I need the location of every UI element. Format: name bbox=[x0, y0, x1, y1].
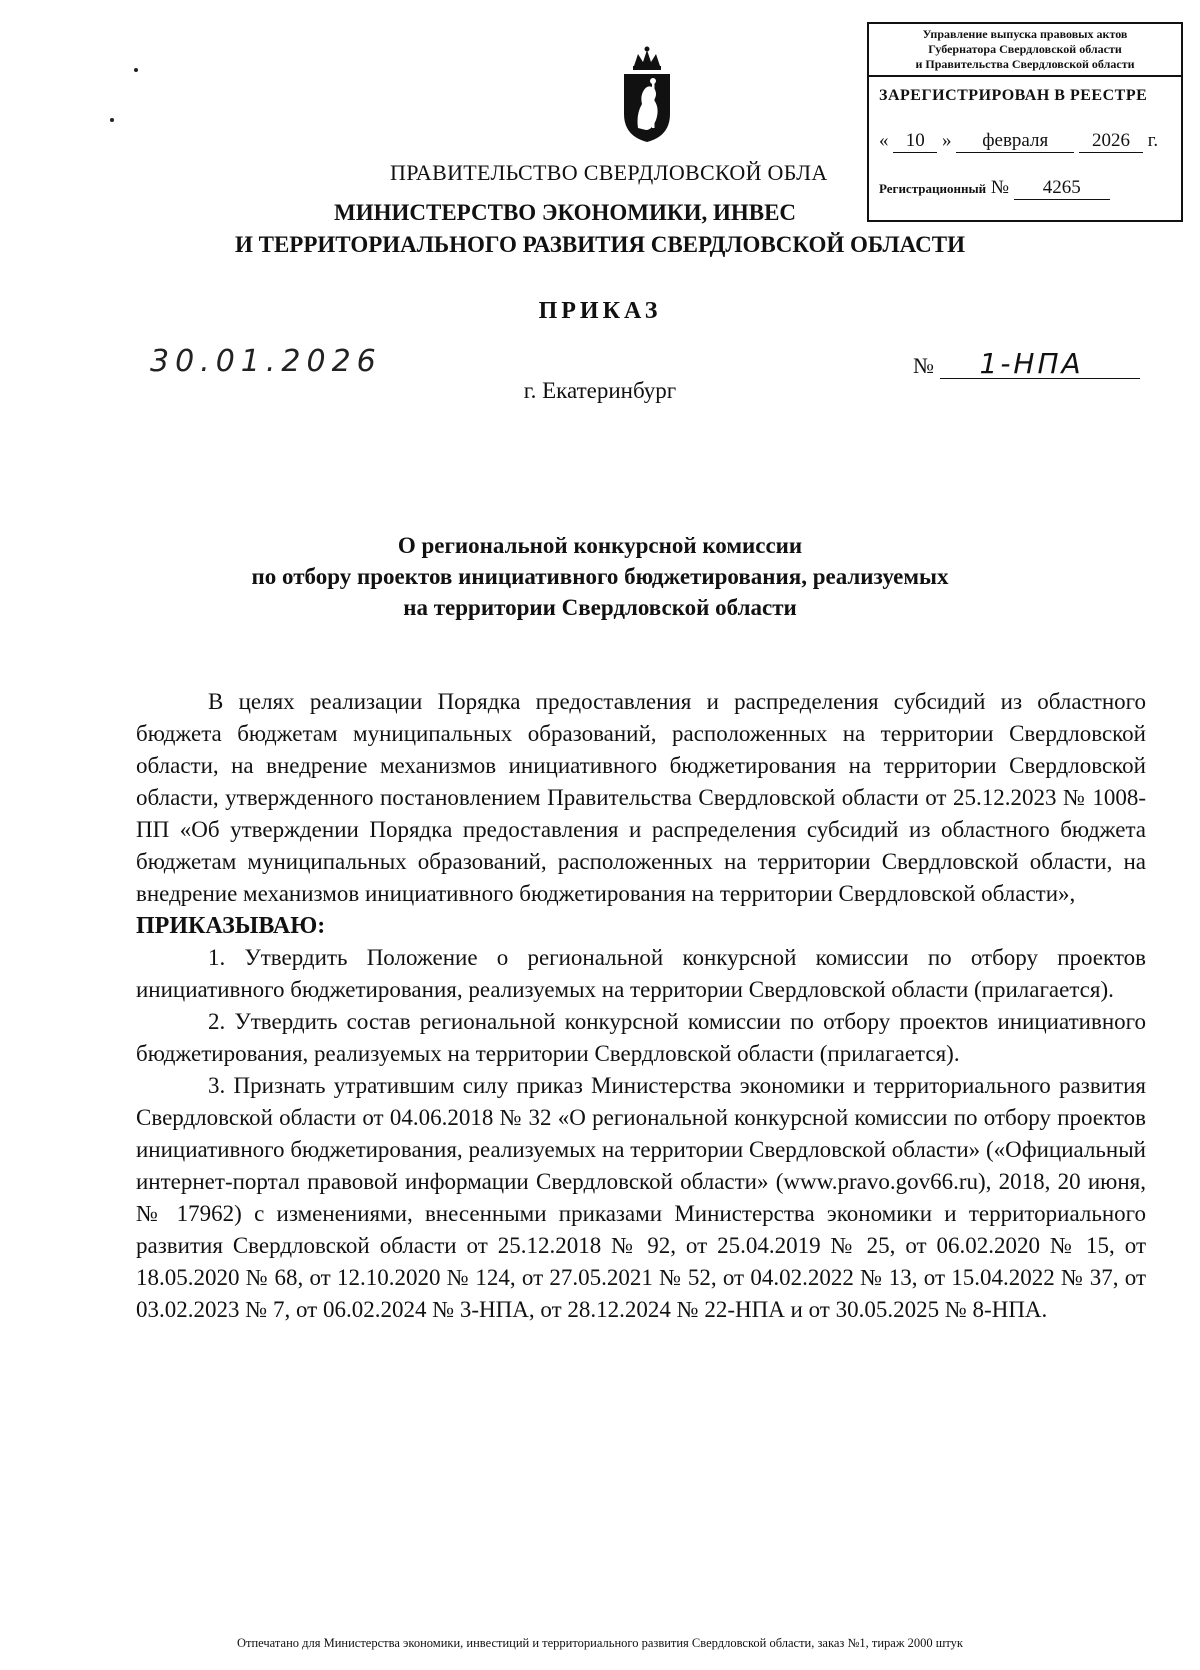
stamp-header bbox=[869, 24, 1181, 77]
stamp-quote-open: « bbox=[879, 130, 889, 151]
stamp-year-suffix: г. bbox=[1147, 130, 1159, 151]
stamp-day: 10 bbox=[893, 130, 937, 153]
scan-speck bbox=[134, 68, 138, 72]
city: г. Екатеринбург bbox=[523, 378, 677, 403]
order-item-2: 2. Утвердить состав региональной конкурсной комиссии по отбору проектов инициативного бюджетирования, реализуемых на территории Свердловской области (прилагается). bbox=[136, 1009, 1146, 1066]
stamp-reg-label: Регистрационный bbox=[879, 181, 987, 196]
government-name: ПРАВИТЕЛЬСТВО СВЕРДЛОВСКОЙ ОБЛА bbox=[390, 160, 828, 185]
subject-line: на территории Свердловской области bbox=[403, 595, 797, 620]
order-number: 1-НПА bbox=[940, 350, 1140, 379]
stamp-header-line: Губернатора Свердловской области bbox=[928, 42, 1122, 56]
order-subject bbox=[0, 530, 1200, 623]
preamble-paragraph: В целях реализации Порядка предоставления и распределения субсидий из областного бюджета бюджетам муниципальных образований, расположенных на территории Свердловской области, на внедрение механизмов инициативного бюджетирования на территории Свердловской области, утвержденного постановлением Правительства Свердловской области от 25.12.2023 № 1008-ПП «Об утверждении Порядка предоставления и распределения субсидий из областного бюджета бюджетам муниципальных образований, расположенных на территории Свердловской области, на внедрение механизмов инициативного бюджетирования на территории Свердловской области», bbox=[136, 689, 1146, 906]
order-number-row bbox=[913, 347, 1140, 380]
stamp-registered-label: ЗАРЕГИСТРИРОВАН В РЕЕСТРЕ bbox=[879, 87, 1148, 104]
order-body bbox=[136, 686, 1146, 1326]
order-item-3: 3. Признать утратившим силу приказ Министерства экономики и территориального развития Свердловской области от 04.06.2018 № 32 «О региональной конкурсной комиссии по отбору проектов инициативного бюджетирования, реализуемых на территории Свердловской области» («Официальный интернет-портал правовой информации Свердловской области» (www.pravo.gov66.ru), 2018, 20 июня, № 17962) с изменениями, внесенными приказами Министерства экономики и территориального развития Свердловской области от 25.12.2018 № 92, от 25.04.2019 № 25, от 06.02.2020 № 15, от 18.05.2020 № 68, от 12.10.2020 № 124, от 27.05.2021 № 52, от 04.02.2022 № 13, от 15.04.2022 № 37, от 03.02.2023 № 7, от 06.02.2024 № 3-НПА, от 28.12.2024 № 22-НПА и от 30.05.2025 № 8-НПА. bbox=[136, 1073, 1146, 1322]
order-item-1: 1. Утвердить Положение о региональной конкурсной комиссии по отбору проектов инициативного бюджетирования, реализуемых на территории Свердловской области (прилагается). bbox=[136, 945, 1146, 1002]
order-date: 30.01.2026 bbox=[150, 344, 382, 379]
print-footer: Отпечатано для Министерства экономики, инвестиций и территориального развития Свердловской области, заказ №1, тираж 2000 штук bbox=[236, 1636, 963, 1650]
stamp-date bbox=[879, 130, 1158, 153]
registration-stamp bbox=[867, 22, 1183, 222]
scan-speck bbox=[110, 118, 114, 122]
document-type-title: ПРИКАЗ bbox=[538, 298, 662, 324]
ministry-name-line2: И ТЕРРИТОРИАЛЬНОГО РАЗВИТИЯ СВЕРДЛОВСКОЙ ОБЛАСТИ bbox=[234, 232, 965, 257]
stamp-reg-number-row bbox=[879, 177, 1110, 200]
stamp-quote-close: » bbox=[942, 130, 952, 151]
stamp-year: 2026 bbox=[1079, 130, 1143, 153]
order-num-sign: № bbox=[913, 353, 934, 378]
stamp-month: февраля bbox=[956, 130, 1074, 153]
subject-line: по отбору проектов инициативного бюджетирования, реализуемых bbox=[251, 564, 949, 589]
subject-line: О региональной конкурсной комиссии bbox=[397, 533, 803, 558]
coat-of-arms-icon bbox=[616, 44, 678, 144]
stamp-header-line: и Правительства Свердловской области bbox=[915, 57, 1135, 71]
ministry-name-line1: МИНИСТЕРСТВО ЭКОНОМИКИ, ИНВЕС bbox=[334, 200, 797, 225]
stamp-num-sign: № bbox=[990, 177, 1009, 198]
stamp-header-line: Управление выпуска правовых актов bbox=[922, 27, 1128, 41]
order-directive: ПРИКАЗЫВАЮ: bbox=[136, 913, 326, 939]
stamp-reg-number: 4265 bbox=[1014, 177, 1110, 200]
